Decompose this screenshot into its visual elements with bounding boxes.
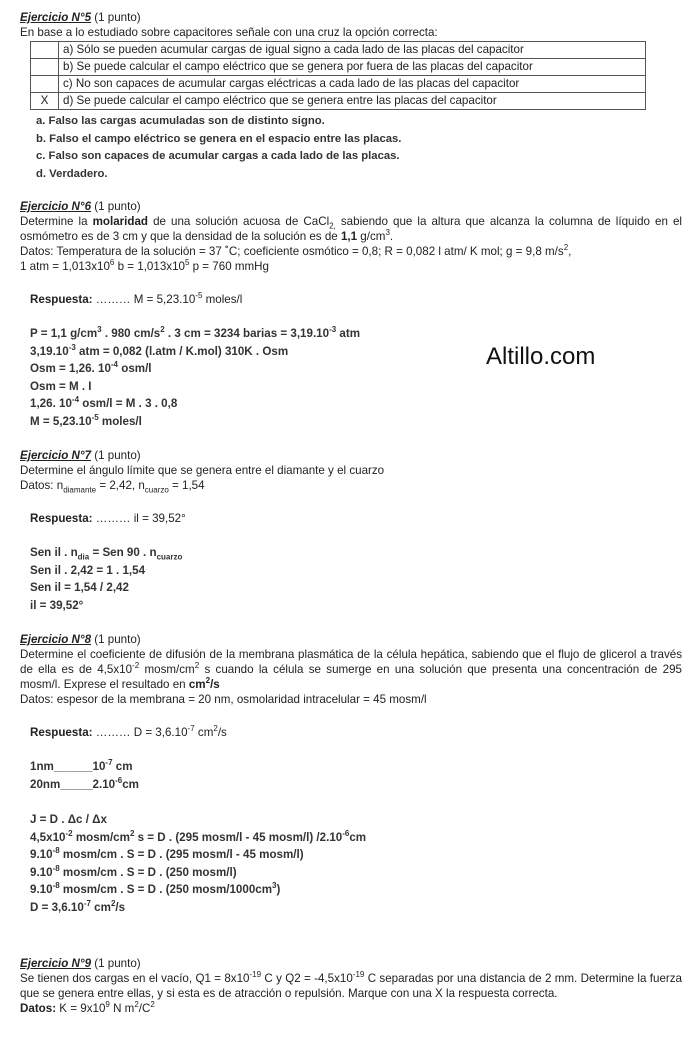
option-text: b) Se puede calcular el campo eléctrico que se genera por fuera de las placas del capacitor	[59, 59, 646, 76]
exercise-8-heading	[20, 632, 682, 647]
exercise-7-points: (1 punto)	[94, 449, 141, 462]
work-line: $M = 5,23.10^{-5}$ moles/l	[30, 412, 142, 428]
work-line: Sen il = 1,54 / 2,42	[30, 581, 129, 594]
exercise-9	[20, 956, 682, 1016]
option-text: c) No son capaces de acumular cargas eléctricas a cada lado de las placas del capacitor	[59, 76, 646, 93]
exercise-7-title: Ejercicio N°7	[20, 449, 92, 462]
options-table	[30, 41, 646, 110]
work-line: $9.10^{-8}$ mosm/cm . S = D . (250 mosm/$1000cm^3$)	[30, 881, 281, 896]
exercise-7-heading	[20, 448, 682, 463]
option-row	[31, 93, 646, 110]
explanation-item: b. Falso el campo eléctrico se genera en el espacio entre las placas.	[36, 132, 402, 145]
exercise-6-work	[30, 325, 682, 430]
exercise-7-answer: Respuesta: ……… il = 39,52°	[30, 512, 186, 525]
exercise-9-points: (1 punto)	[94, 957, 141, 970]
option-row	[31, 59, 646, 76]
exercise-5-heading	[20, 10, 682, 25]
exercise-5	[20, 10, 682, 183]
explanation-item: d. Verdadero.	[36, 167, 108, 180]
exercise-6-answer: Respuesta: ……… $M = 5,23.10^{-5}$ moles/l	[30, 291, 243, 306]
work-line: J = D . Δc / Δx	[30, 813, 107, 826]
option-mark[interactable]: X	[31, 93, 59, 110]
exercise-6-data: Datos: Temperatura de la solución = 37 ˚C; coeficiente osmótico = 0,8; R = 0,082 l atm/ K mol; g = 9,8 $m/s^2$,	[20, 243, 572, 258]
exercise-5-prompt: En base a lo estudiado sobre capacitores señale con una cruz la opción correcta:	[20, 26, 438, 39]
option-row	[31, 42, 646, 59]
exercise-7-work	[30, 544, 682, 614]
exercise-8-points: (1 punto)	[94, 633, 141, 646]
work-line: $4,5x10^{-2}$ mosm/$cm^2$ s = D . (295 mosm/l - 45 mosm/l) $/2.10^{-6}cm$	[30, 828, 367, 844]
exercise-8-conversions	[30, 758, 682, 793]
exercise-8-work	[30, 811, 682, 916]
exercise-8	[20, 632, 682, 916]
option-row	[31, 76, 646, 93]
exercise-8-answer: Respuesta: ……… $D = 3,6.10^{-7}$ $cm^2/s$	[30, 724, 227, 739]
work-line: 1,26. $10^{-4}$ osm/l = M . 3 . 0,8	[30, 395, 178, 410]
exam-page	[20, 10, 682, 1030]
option-text: d) Se puede calcular el campo eléctrico que se genera entre las placas del capacitor	[59, 93, 646, 110]
option-mark[interactable]	[31, 76, 59, 93]
option-mark[interactable]	[31, 42, 59, 59]
exercise-6	[20, 199, 682, 430]
work-line: Sen il . 2,42 = 1 . 1,54	[30, 563, 146, 577]
work-line: P = 1,1 $g/cm^3$ . 980 $cm/s^2$ . 3 cm = 3234 barias = $3,19.10^{-3}$ atm	[30, 325, 361, 340]
exercise-6-prompt: Determine la molaridad de una solución acuosa de CaCl$_{2,}$ sabiendo que la altura que alcanza la columna de líquido en el osmómetro es de 3 cm y que la densidad de la solución es de 1,1 $g/cm^3$.	[20, 215, 682, 243]
exercise-8-title: Ejercicio N°8	[20, 633, 92, 646]
work-line: $D = 3,6.10^{-7}$ $cm^2/s$	[30, 898, 126, 914]
exercise-8-prompt: Determine el coeficiente de difusión de la membrana plasmática de la célula hepática, sabiendo que el flujo de glicerol a través de ella es de $4,5x10^{-2}$ mosm/$cm^2$ s cuando la célula se sumerge en una solución que presenta una concentración de 295 mosm/l. Exprese el resultado en $cm^2/s$	[20, 648, 682, 691]
exercise-8-data: Datos: espesor de la membrana = 20 nm, osmolaridad intracelular = 45 mosm/l	[20, 693, 427, 706]
work-line: Sen il . $n_{dia}$ = Sen 90 . $n_{cuarzo}$	[30, 546, 183, 562]
exercise-7-data: Datos: $n_{diamante} = 2,42$, $n_{cuarzo} = 1,54$	[20, 479, 205, 495]
work-line: $3,19.10^{-3}$ atm = 0,082 (l.atm / K.mol) 310K . Osm	[30, 342, 289, 358]
explanation-list	[36, 113, 682, 183]
exercise-6-heading	[20, 199, 682, 214]
work-line: $9.10^{-8}$ mosm/cm . S = D . (250 mosm/l)	[30, 863, 237, 879]
option-text: a) Sólo se pueden acumular cargas de igual signo a cada lado de las placas del capacitor	[59, 42, 646, 59]
exercise-6-title: Ejercicio N°6	[20, 200, 92, 213]
exercise-9-title: Ejercicio N°9	[20, 957, 92, 970]
work-line: $9.10^{-8}$ mosm/cm . S = D . (295 mosm/l - 45 mosm/l)	[30, 846, 304, 861]
option-mark[interactable]	[31, 59, 59, 76]
watermark: Altillo.com	[486, 343, 596, 370]
exercise-9-data: Datos: $K = 9x10^9$ N $m^2/C^2$	[20, 1000, 155, 1015]
explanation-item: c. Falso son capaces de acumular cargas a cada lado de las placas.	[36, 150, 400, 162]
exercise-9-prompt: Se tienen dos cargas en el vacío, $Q1 = 8x10^{-19}$ C y $Q2 = -4,5x10^{-19}$ C separadas por una distancia de 2 mm. Determine la fuerza que se genera entre ellas, y si esta es de atracción o repulsión. Marque con una X la respuesta correcta.	[20, 970, 682, 1000]
exercise-6-points: (1 punto)	[94, 200, 141, 213]
exercise-9-heading	[20, 956, 682, 971]
exercise-5-title: Ejercicio N°5	[20, 11, 92, 24]
exercise-7	[20, 448, 682, 614]
work-line: Osm = M . I	[30, 379, 92, 393]
exercise-7-prompt: Determine el ángulo límite que se genera entre el diamante y el cuarzo	[20, 464, 385, 477]
exercise-5-points: (1 punto)	[94, 11, 141, 24]
work-line: Osm = 1,26. $10^{-4}$ osm/l	[30, 360, 152, 375]
explanation-item: a. Falso las cargas acumuladas son de distinto signo.	[36, 115, 325, 127]
exercise-6-conversion: 1 atm = $1,013x10^6$ $b = 1,013x10^5$ p = 760 mmHg	[20, 258, 270, 273]
work-line: $20nm\_\_\_\_\_2.10^{-6}cm$	[30, 775, 139, 791]
work-line: il = 39,52°	[30, 598, 84, 612]
work-line: $1nm\_\_\_\_\_\_10^{-7}$ cm	[30, 758, 133, 773]
